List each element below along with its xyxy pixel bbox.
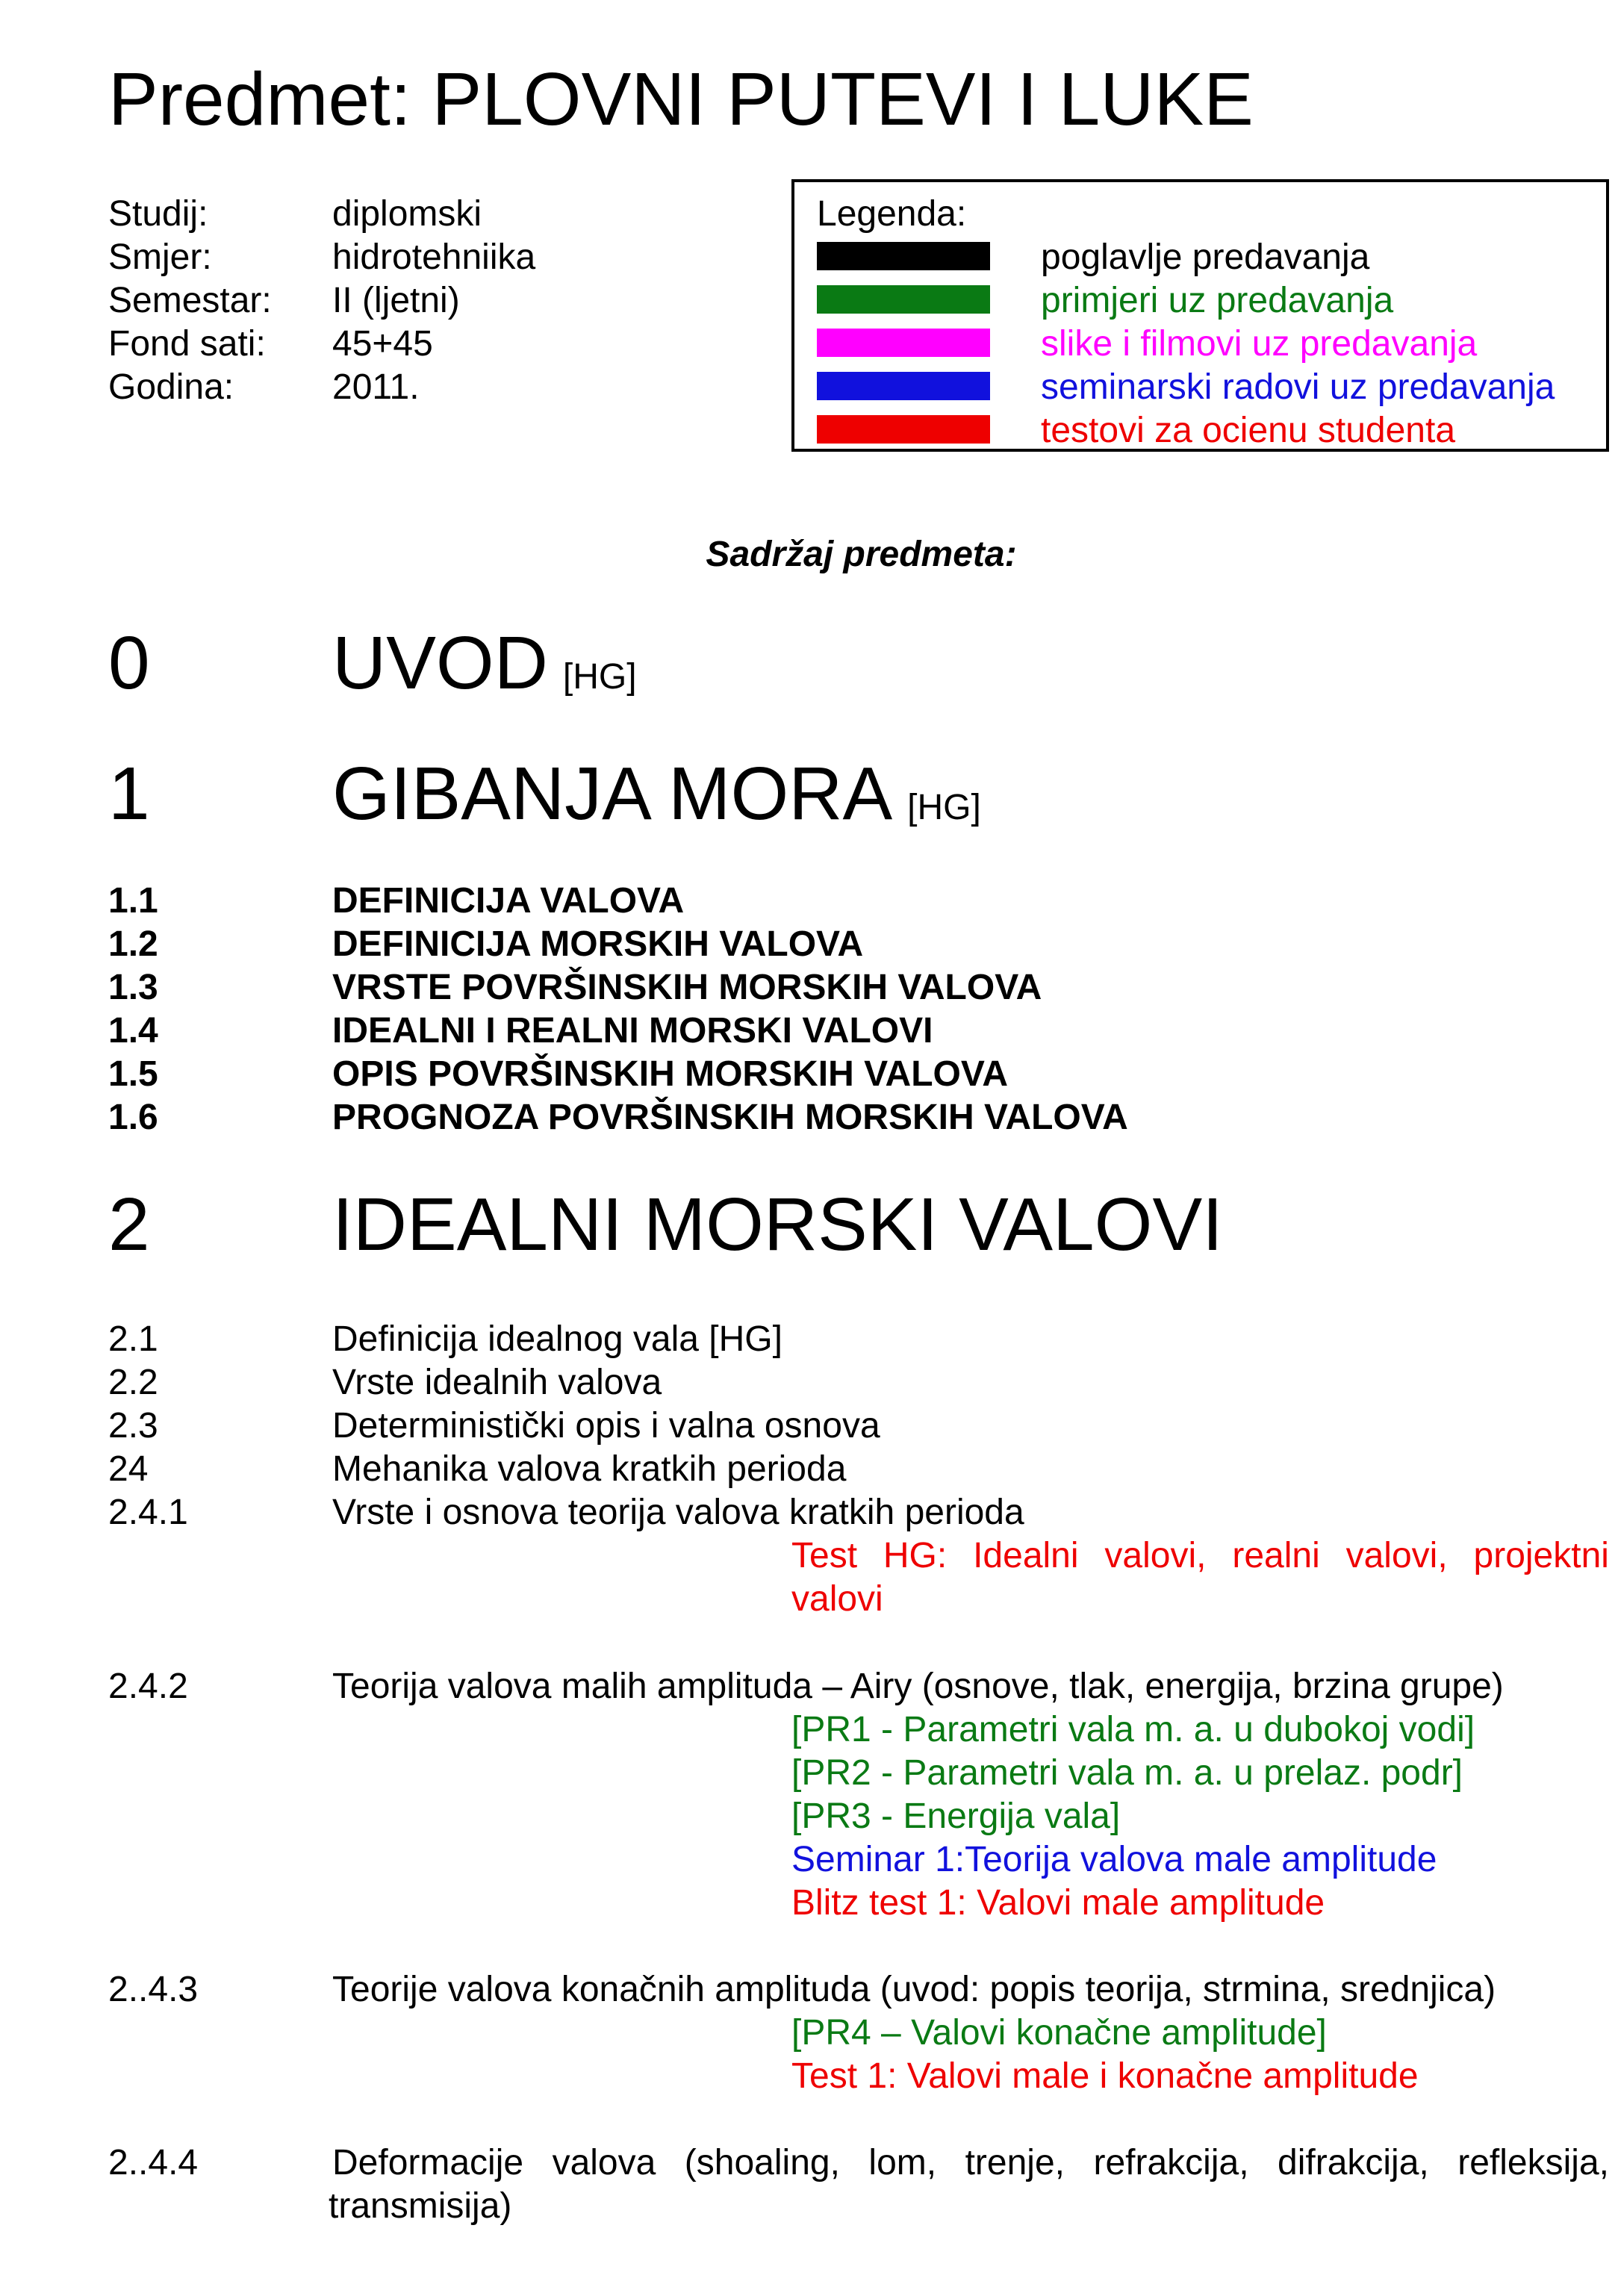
title-word: refrakcija, [1093, 2143, 1249, 2183]
legend-swatch-black [817, 242, 990, 270]
chapter-1-number: 1 [108, 752, 150, 836]
chapter-0-title: UVOD [332, 621, 548, 705]
subsection-number: 2..4.4 [108, 2143, 199, 2183]
subsection-title: Vrste idealnih valova [332, 1363, 662, 1402]
chapter-1-heading [332, 753, 981, 835]
legend-label-examples: primjeri uz predavanja [1041, 281, 1394, 320]
info-value-godina: 2011. [332, 367, 420, 407]
legend-label-seminars: seminarski radovi uz predavanja [1041, 367, 1555, 407]
test-hg-word: valovi, [1345, 1536, 1448, 1575]
legend-title: Legenda: [817, 194, 967, 234]
subsection-number: 24 [108, 1449, 149, 1489]
example-pr2: [PR2 - Parametri vala m. a. u prelaz. podr] [791, 1753, 1463, 1793]
legend-swatch-red [817, 415, 990, 444]
section-title: PROGNOZA POVRŠINSKIH MORSKIH VALOVA [332, 1098, 1128, 1137]
info-label-smjer: Smjer: [108, 237, 212, 277]
legend-swatch-blue [817, 372, 990, 400]
section-number: 1.2 [108, 924, 158, 964]
legend-label-images: slike i filmovi uz predavanja [1041, 324, 1478, 364]
page-title: Predmet: PLOVNI PUTEVI I LUKE [108, 57, 1254, 141]
info-label-godina: Godina: [108, 367, 234, 407]
info-label-semestar: Semestar: [108, 281, 272, 320]
test-hg-word: HG: [883, 1536, 948, 1575]
section-title: DEFINICIJA MORSKIH VALOVA [332, 924, 864, 964]
subsection-title-line-2: transmisija) [329, 2186, 512, 2226]
subsection-title: Mehanika valova kratkih perioda [332, 1449, 847, 1489]
section-number: 1.1 [108, 881, 158, 921]
blitz-test-1: Blitz test 1: Valovi male amplitude [791, 1883, 1325, 1923]
test-hg-word: Idealni [973, 1536, 1079, 1575]
example-pr3: [PR3 - Energija vala] [791, 1796, 1121, 1836]
title-word: (shoaling, [684, 2143, 840, 2183]
chapter-0-heading [332, 622, 637, 704]
legend-box [791, 179, 1609, 452]
title-word: valova [552, 2143, 656, 2183]
subsection-number: 2..4.3 [108, 1970, 199, 2009]
info-value-studij: diplomski [332, 194, 482, 234]
test-hg-word: valovi, [1104, 1536, 1207, 1575]
legend-label-tests: testovi za ocienu studenta [1041, 411, 1456, 450]
test-hg-word: Test [791, 1536, 858, 1575]
section-title: VRSTE POVRŠINSKIH MORSKIH VALOVA [332, 968, 1042, 1007]
legend-swatch-green [817, 285, 990, 314]
chapter-2-title: IDEALNI MORSKI VALOVI [332, 1183, 1223, 1266]
legend-swatch-magenta [817, 329, 990, 357]
test-hg-word: projektni [1473, 1536, 1609, 1575]
subsection-title: Teorija valova malih amplituda – Airy (osnove, tlak, energija, brzina grupe) [332, 1667, 1504, 1706]
subsection-number: 2.1 [108, 1319, 158, 1359]
legend-label-chapter: poglavlje predavanja [1041, 237, 1370, 277]
subsection-title: Deterministički opis i valna osnova [332, 1406, 880, 1446]
title-word: refleksija, [1457, 2143, 1609, 2183]
title-word: trenje, [965, 2143, 1065, 2183]
info-label-fond-sati: Fond sati: [108, 324, 266, 364]
test-hg-line-1 [791, 1534, 1609, 1578]
subsection-number: 2.3 [108, 1406, 158, 1446]
content-heading: Sadržaj predmeta: [706, 535, 1017, 574]
info-value-fond-sati: 45+45 [332, 324, 433, 364]
test-1: Test 1: Valovi male i konačne amplitude [791, 2056, 1419, 2096]
chapter-2-number: 2 [108, 1183, 150, 1266]
section-number: 1.4 [108, 1011, 158, 1051]
section-number: 1.5 [108, 1054, 158, 1094]
subsection-title: Teorije valova konačnih amplituda (uvod: popis teorija, strmina, srednjica) [332, 1970, 1496, 2009]
section-title: OPIS POVRŠINSKIH MORSKIH VALOVA [332, 1054, 1008, 1094]
chapter-0-number: 0 [108, 621, 150, 705]
chapter-1-tag: [HG] [907, 788, 981, 827]
subsection-number: 2.4.1 [108, 1493, 188, 1532]
title-word: difrakcija, [1278, 2143, 1429, 2183]
subsection-number: 2.2 [108, 1363, 158, 1402]
info-value-smjer: hidrotehniika [332, 237, 536, 277]
example-pr1: [PR1 - Parametri vala m. a. u dubokoj vodi] [791, 1710, 1475, 1749]
chapter-1-title: GIBANJA MORA [332, 752, 893, 836]
section-title: DEFINICIJA VALOVA [332, 881, 685, 921]
subsection-number: 2.4.2 [108, 1667, 188, 1706]
subsection-title: Definicija idealnog vala [HG] [332, 1319, 782, 1359]
title-word: lom, [868, 2143, 937, 2183]
test-hg-line-2: valovi [791, 1579, 883, 1619]
section-number: 1.3 [108, 968, 158, 1007]
section-number: 1.6 [108, 1098, 158, 1137]
title-word: Deformacije [332, 2143, 524, 2183]
subsection-title: Vrste i osnova teorija valova kratkih perioda [332, 1493, 1024, 1532]
info-label-studij: Studij: [108, 194, 208, 234]
section-title: IDEALNI I REALNI MORSKI VALOVI [332, 1011, 933, 1051]
seminar-1: Seminar 1:Teorija valova male amplitude [791, 1840, 1437, 1879]
test-hg-word: realni [1232, 1536, 1320, 1575]
info-value-semestar: II (ljetni) [332, 281, 460, 320]
chapter-0-tag: [HG] [562, 657, 637, 697]
subsection-title-line-1 [332, 2141, 1609, 2185]
example-pr4: [PR4 – Valovi konačne amplitude] [791, 2013, 1327, 2053]
